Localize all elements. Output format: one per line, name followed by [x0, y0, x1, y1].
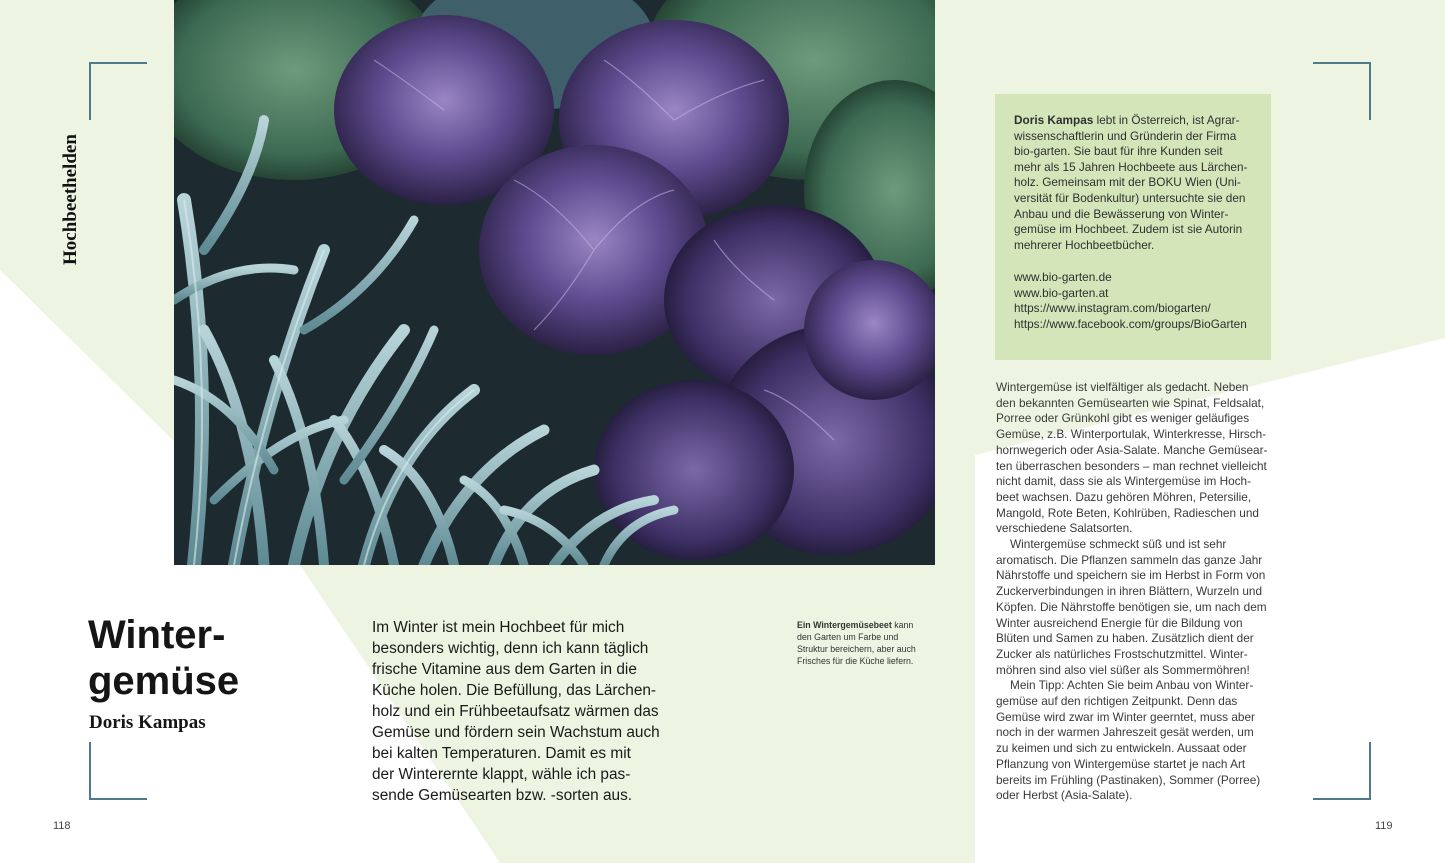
section-label: Hochbeethelden	[60, 134, 81, 265]
cabbage-leek-photo	[174, 0, 935, 565]
intro-line: Gemüse und fördern sein Wachstum auch	[372, 724, 660, 741]
bio-line: versität für Bodenkultur) untersuchte sie den	[1014, 190, 1246, 205]
body-line: Pflanzung von Wintergemüse startet je nach Art	[996, 756, 1246, 771]
body-line: Gemüse wird zwar im Winter geerntet, muss aber	[996, 709, 1255, 724]
title-line: gemüse	[88, 659, 240, 703]
body-line: Zucker als natürliches Frostschutzmittel. Winter-	[996, 646, 1248, 661]
caption-line: den Garten um Farbe und	[797, 632, 899, 642]
corner-bracket-top-right	[1313, 62, 1371, 120]
article-title	[88, 612, 348, 704]
intro-line: holz und ein Frühbeetaufsatz wärmen das	[372, 703, 659, 720]
caption-line: Frisches für die Küche liefern.	[797, 656, 914, 666]
body-line: Köpfen. Die Nährstoffe benötigen sie, um nach dem	[996, 599, 1267, 614]
body-line: oder Herbst (Asia-Salate).	[996, 788, 1133, 803]
body-line: Zuckerverbindungen in ihren Blättern, Wurzeln und	[996, 584, 1263, 599]
bio-line	[1014, 113, 1264, 129]
intro-line: frische Vitamine aus dem Garten in die	[372, 661, 637, 678]
body-line: nicht damit, dass sie als Wintergemüse im Hoch-	[996, 474, 1252, 489]
body-line: bereits im Frühling (Pastinaken), Sommer (Porree)	[996, 772, 1261, 787]
link-facebook[interactable]: https://www.facebook.com/groups/BioGarten	[1014, 316, 1247, 331]
intro-line: besonders wichtig, denn ich kann täglich	[372, 640, 649, 657]
body-line: Wintergemüse schmeckt süß und ist sehr	[1010, 537, 1227, 552]
author-bio-text	[1014, 113, 1264, 253]
link-bio-garten-at[interactable]: www.bio-garten.at	[1014, 285, 1109, 300]
body-line: verschiedene Salatsorten.	[996, 521, 1133, 536]
photo-caption	[797, 619, 947, 667]
body-line: zu keimen und sich zu entwickeln. Aussaat oder	[996, 741, 1247, 756]
caption-line	[797, 619, 947, 631]
body-line: den bekannten Gemüsearten wie Spinat, Feldsalat,	[996, 395, 1265, 410]
body-line: aromatisch. Die Pflanzen sammeln das ganze Jahr	[996, 552, 1263, 567]
body-line: möhren sind also viel süßer als Sommermöhren!	[996, 662, 1250, 677]
body-line: Gemüse, z.B. Winterportulak, Winterkresse, Hirsch-	[996, 427, 1267, 442]
body-line: Nährstoffe und speichern sie im Herbst in Form von	[996, 568, 1266, 583]
body-line: Wintergemüse ist vielfältiger als gedacht. Neben	[996, 380, 1249, 394]
bio-line: gemüse im Hochbeet. Zudem ist sie Autorin	[1014, 222, 1243, 237]
body-line: Blüten und Samen zu haben. Zusätzlich dient der	[996, 631, 1254, 646]
link-bio-garten-de[interactable]: www.bio-garten.de	[1014, 270, 1112, 284]
body-line: gemüse auf den richtigen Zeitpunkt. Denn das	[996, 694, 1238, 709]
bio-name: Doris Kampas	[1014, 113, 1094, 127]
caption-rest: kann	[891, 620, 914, 630]
bio-rest: lebt in Österreich, ist Agrar-	[1093, 113, 1240, 127]
caption-bold: Ein Wintergemüsebeet	[797, 620, 892, 630]
bio-line: mehrerer Hochbeetbücher.	[1014, 237, 1155, 252]
bio-line: wissenschaftlerin und Gründerin der Firma	[1014, 128, 1237, 143]
link-instagram[interactable]: https://www.instagram.com/biogarten/	[1014, 301, 1211, 316]
body-line: beet wachsen. Dazu gehören Möhren, Petersilie,	[996, 489, 1252, 504]
page-number-right: 119	[1375, 820, 1393, 832]
bio-line: bio-garten. Sie baut für ihre Kunden seit	[1014, 144, 1223, 159]
intro-line: bei kalten Temperaturen. Damit es mit	[372, 745, 631, 762]
bio-line: mehr als 15 Jahren Hochbeete aus Lärchen-	[1014, 159, 1248, 174]
body-line: ten überraschen besonders – man rechnet vielleicht	[996, 458, 1267, 473]
title-line: Winter-	[88, 613, 226, 657]
corner-bracket-bottom-right	[1313, 742, 1371, 800]
body-line: noch in der warmen Jahreszeit gesät werden, um	[996, 725, 1254, 740]
intro-line: der Winterernte klappt, wähle ich pas-	[372, 766, 631, 783]
body-line: hornwegerich oder Asia-Salate. Manche Gemüsear-	[996, 442, 1268, 457]
corner-bracket-bottom-left	[89, 742, 147, 800]
caption-line: Struktur bereichern, aber auch	[797, 644, 916, 654]
intro-line: Küche holen. Die Befüllung, das Lärchen-	[372, 682, 657, 699]
body-line: Mangold, Rote Beten, Kohlrüben, Radieschen und	[996, 505, 1259, 520]
body-line: Winter ausreichend Energie für die Bildung von	[996, 615, 1243, 630]
author-links	[1014, 270, 1264, 332]
body-text	[996, 380, 1286, 804]
author-name: Doris Kampas	[89, 712, 206, 733]
corner-bracket-top-left	[89, 62, 147, 120]
page-number-left: 118	[53, 820, 71, 832]
body-line: Porree oder Grünkohl gibt es weniger geläufiges	[996, 411, 1250, 426]
bio-line: Anbau und die Bewässerung von Winter-	[1014, 206, 1229, 221]
bio-line: holz. Gemeinsam mit der BOKU Wien (Uni-	[1014, 175, 1241, 190]
intro-paragraph	[372, 617, 662, 806]
body-line: Mein Tipp: Achten Sie beim Anbau von Winter-	[1010, 678, 1254, 693]
intro-line: sende Gemüsearten bzw. -sorten aus.	[372, 787, 633, 804]
intro-line: Im Winter ist mein Hochbeet für mich	[372, 619, 625, 636]
